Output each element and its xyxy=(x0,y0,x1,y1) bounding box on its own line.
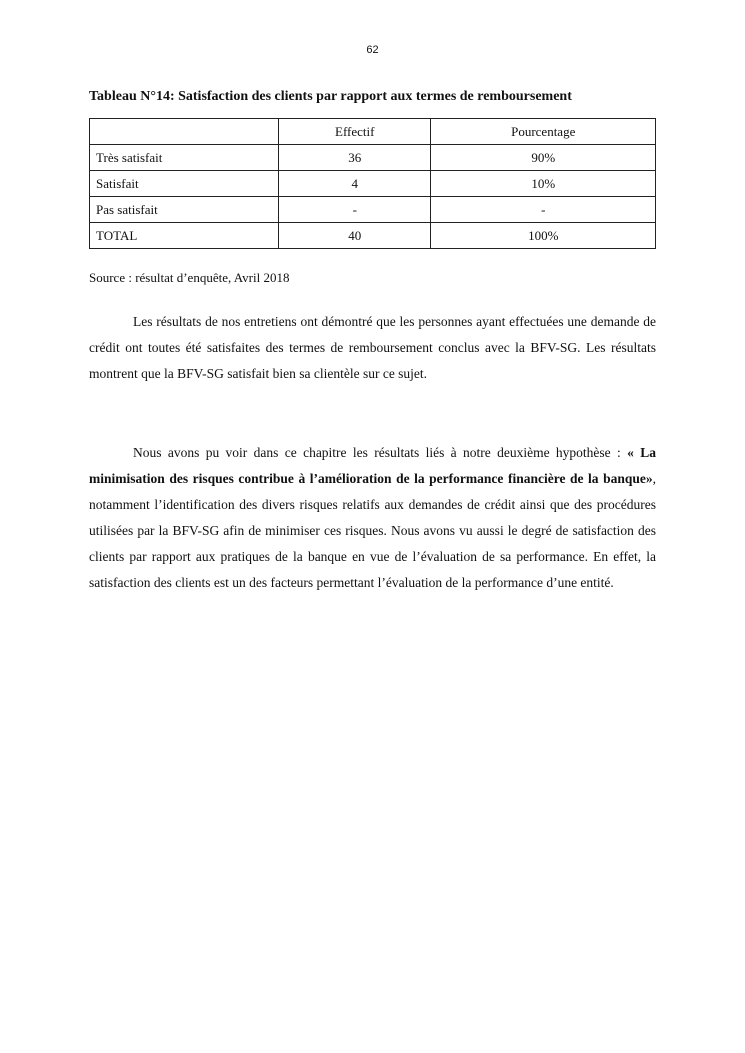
row-label: Pas satisfait xyxy=(90,197,279,223)
table-row xyxy=(90,197,656,223)
table-row xyxy=(90,145,656,171)
page-number: 62 xyxy=(366,44,379,56)
hypothesis-quote: « La minimisation des risques contribue à l’amélioration de la performance financière de la banque» xyxy=(89,445,656,486)
paragraph-conclusion-rest: , notamment l’identification des divers risques relatifs aux demandes de crédit ainsi que des procédures utilisées par la BFV-SG afin de minimiser ces risques. Nous avons vu aussi le degré de satisfaction des clients par rapport aux pratiques de la banque en vue de l’évaluation de sa performance. En effet, la satisfaction des clients est un des facteurs permettant l’évaluation de la performance d’une entité. xyxy=(89,471,656,590)
row-pourcentage: 10% xyxy=(431,171,656,197)
paragraph-conclusion xyxy=(89,440,656,596)
row-effectif: - xyxy=(279,197,431,223)
row-effectif: 36 xyxy=(279,145,431,171)
row-pourcentage: 90% xyxy=(431,145,656,171)
row-label: Satisfait xyxy=(90,171,279,197)
table-header-effectif: Effectif xyxy=(279,119,431,145)
row-pourcentage: 100% xyxy=(431,223,656,249)
table-header-row xyxy=(90,119,656,145)
table-title: Tableau N°14: Satisfaction des clients par rapport aux termes de remboursement xyxy=(89,89,572,104)
satisfaction-table xyxy=(89,118,656,249)
table-header-empty xyxy=(90,119,279,145)
paragraph-results-text: Les résultats de nos entretiens ont démontré que les personnes ayant effectuées une demande de crédit ont toutes été satisfaites des termes de remboursement conclus avec la BFV-SG. Les résultats montrent que la BFV-SG satisfait bien sa clientèle sur ce sujet. xyxy=(89,314,656,381)
table-source: Source : résultat d’enquête, Avril 2018 xyxy=(89,270,290,285)
table-row-total xyxy=(90,223,656,249)
paragraph-conclusion-intro: Nous avons pu voir dans ce chapitre les résultats liés à notre deuxième hypothèse : xyxy=(133,445,628,460)
row-pourcentage: - xyxy=(431,197,656,223)
row-label: Très satisfait xyxy=(90,145,279,171)
row-effectif: 40 xyxy=(279,223,431,249)
table-row xyxy=(90,171,656,197)
table-header-pourcentage: Pourcentage xyxy=(431,119,656,145)
row-label: TOTAL xyxy=(90,223,279,249)
paragraph-results xyxy=(89,309,656,387)
row-effectif: 4 xyxy=(279,171,431,197)
